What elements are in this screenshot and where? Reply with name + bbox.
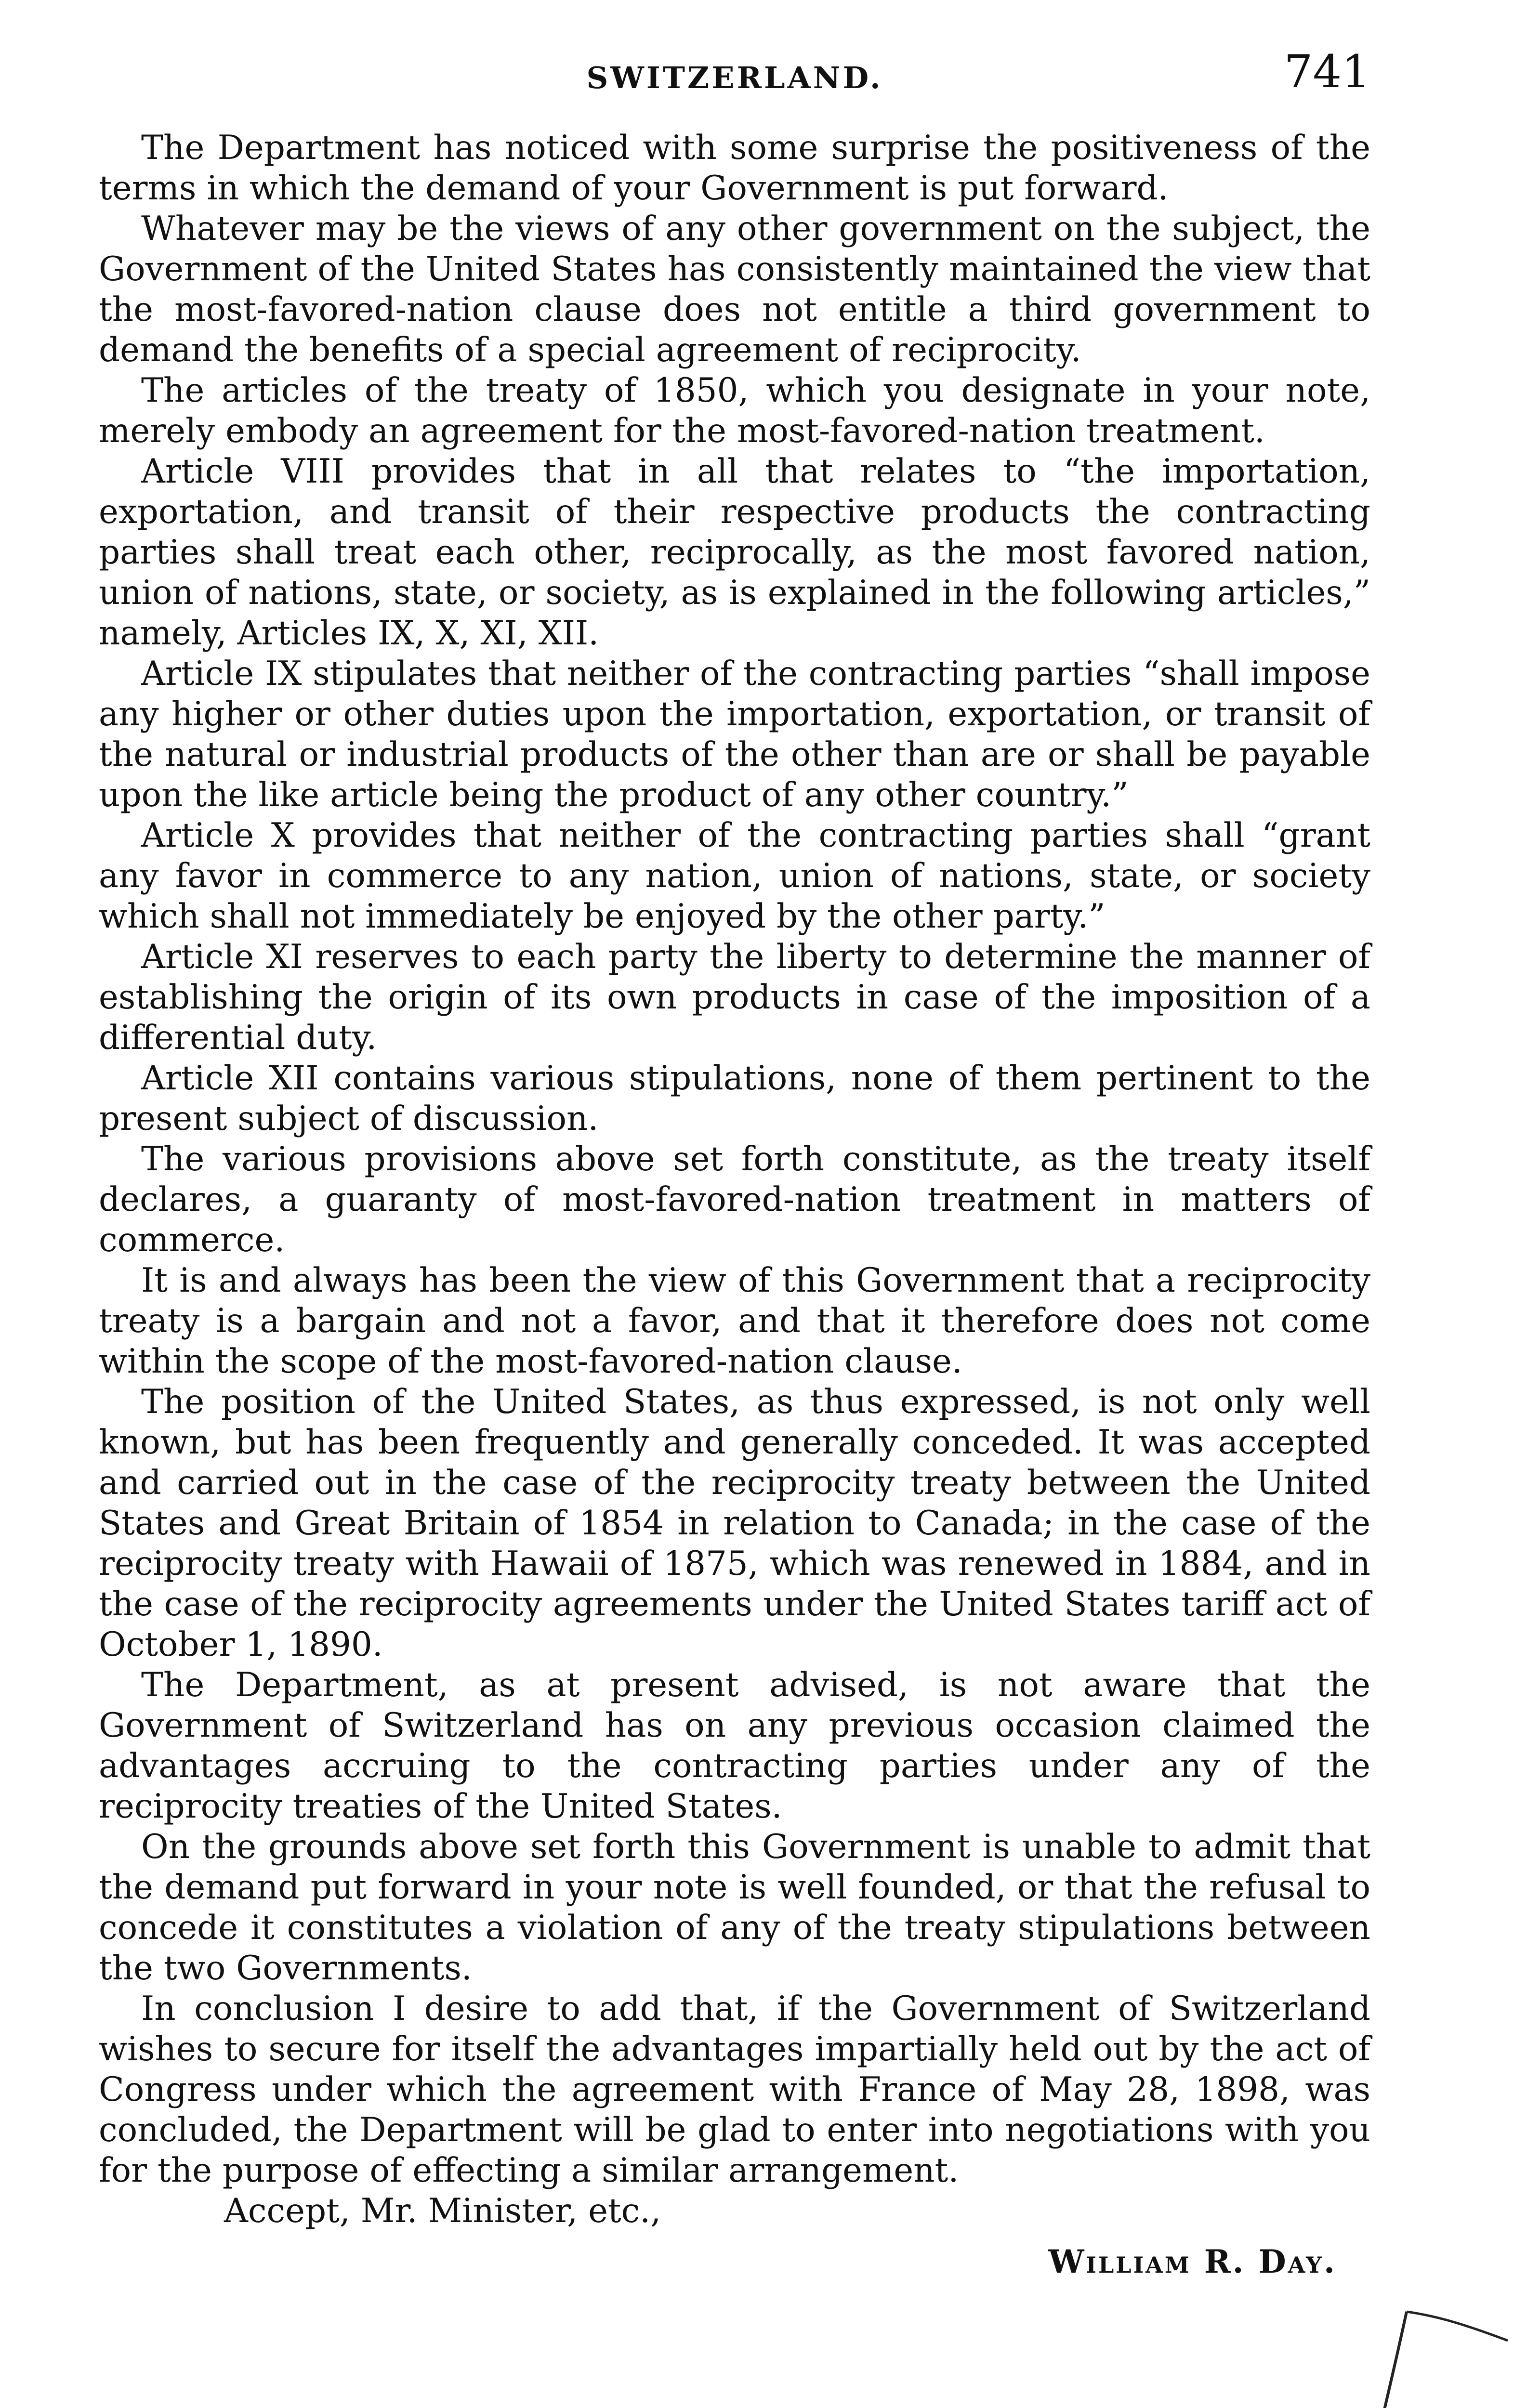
- paragraph: On the grounds above set forth this Government is unable to admit that the demand put forward in your note is well founded, or that the refusal to concede it constitutes a violation of any of the treaty stipulations between the two Governments.: [99, 1828, 1370, 1988]
- paragraph: Article XII contains various stipulations, none of them pertinent to the present subject of discussion.: [99, 1059, 1370, 1138]
- running-head: SWITZERLAND.: [586, 60, 883, 95]
- pencil-stroke: [1407, 2312, 1508, 2341]
- page-header: [99, 46, 1370, 118]
- pencil-mark: [1344, 2283, 1517, 2408]
- paragraph: In conclusion I desire to add that, if the Government of Switzerland wishes to secure for itself the advantages impartially held out by the act of Congress under which the agreement with France of May 28, 1898, was concluded, the Department will be glad to enter into negotiations with you for the purpose of effecting a similar arrangement.: [99, 1989, 1370, 2190]
- page-number: 741: [1284, 46, 1370, 98]
- paragraph: The articles of the treaty of 1850, which you designate in your note, merely embody an agreement for the most-favored-nation treatment.: [99, 371, 1370, 450]
- paragraph: The various provisions above set forth constitute, as the treaty itself declares, a guaranty of most-favored-nation treatment in matters of commerce.: [99, 1140, 1370, 1259]
- document-page: [99, 46, 1370, 2408]
- body-text: [99, 128, 1370, 2191]
- paragraph: Article X provides that neither of the contracting parties shall “grant any favor in commerce to any nation, union of nations, state, or society which shall not immediately be enjoyed by the other party.”: [99, 816, 1370, 936]
- paragraph: The position of the United States, as thus expressed, is not only well known, but has been frequently and generally conceded. It was accepted and carried out in the case of the reciprocity treaty between the United States and Great Britain of 1854 in relation to Canada; in the case of the reciprocity treaty with Hawaii of 1875, which was renewed in 1884, and in the case of the reciprocity agreements under the United States tariff act of October 1, 1890.: [99, 1383, 1370, 1664]
- signature: William R. Day.: [1048, 2243, 1337, 2280]
- paragraph: It is and always has been the view of this Government that a reciprocity treaty is a bargain and not a favor, and that it therefore does not come within the scope of the most-favored-nation clause.: [99, 1261, 1370, 1381]
- pencil-stroke: [1363, 2312, 1407, 2408]
- paragraph: Article IX stipulates that neither of the contracting parties “shall impose any higher or other duties upon the importation, exportation, or transit of the natural or industrial products of the other than are or shall be payable upon the like article being the product of any other country.”: [99, 654, 1370, 814]
- paragraph: The Department has noticed with some surprise the positiveness of the terms in which the demand of your Government is put forward.: [99, 129, 1370, 208]
- paragraph: Whatever may be the views of any other government on the subject, the Government of the United States has consistently maintained the view that the most-favored-nation clause does not entitle a third government to demand the benefits of a special agreement of reciprocity.: [99, 209, 1370, 369]
- paragraph: Article XI reserves to each party the liberty to determine the manner of establishing the origin of its own products in case of the imposition of a differential duty.: [99, 938, 1370, 1057]
- closing-line: Accept, Mr. Minister, etc.,: [224, 2192, 661, 2230]
- paragraph: Article VIII provides that in all that relates to “the importation, exportation, and transit of their respective products the contracting parties shall treat each other, reciprocally, as the most favored nation, union of nations, state, or society, as is explained in the following articles,” namely, Articles IX, X, XI, XII.: [99, 452, 1370, 653]
- paragraph: The Department, as at present advised, is not aware that the Government of Switzerland has on any previous occasion claimed the advantages accruing to the contracting parties under any of the reciprocity treaties of the United States.: [99, 1666, 1370, 1826]
